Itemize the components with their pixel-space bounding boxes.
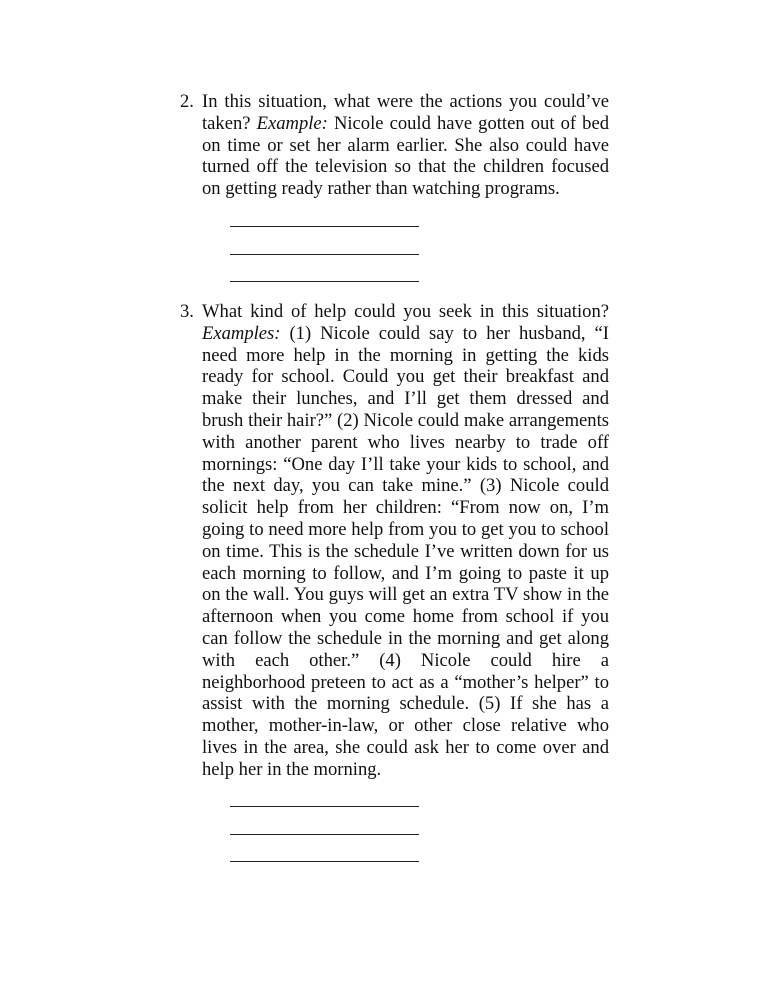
example-label: Example: — [256, 112, 328, 134]
answer-line[interactable] — [230, 254, 419, 255]
question-number: 2. — [180, 91, 194, 112]
example-text: (1) Nicole could say to her husband, “I need more help in the morning in getting the kids ready for school. Could you get their breakfast and make their lunches, and I’ll get them dressed and brush their hair?” (2) Nicole could make arrangements with another parent who lives nearby to trade off mornings: “One day I’ll take your kids to school, and the next day, you can take mine.” (3) Nicole could solicit help from her children: “From now on, I’m going to need more help from you to get you to school on time. This is the schedule I’ve written down for us each morning to follow, and I’m going to paste it up on the wall. You guys will get an extra TV show in the afternoon when you come home from school if you can follow the schedule in the morning and get along with each other.” (4) Nicole could hire a neighborhood preteen to act as a “mother’s helper” to assist with the morning schedule. (5) If she has a mother, mother-in-law, or other close relative who lives in the area, she could ask her to come over and help her in the morning. — [202, 322, 609, 780]
question-number: 3. — [180, 301, 194, 322]
question-3 — [180, 301, 610, 781]
answer-line[interactable] — [230, 281, 419, 282]
answer-line[interactable] — [230, 806, 419, 807]
question-text — [202, 301, 609, 781]
question-2 — [180, 91, 610, 200]
question-prompt: What kind of help could you seek in this situation? — [202, 301, 609, 322]
question-text — [202, 91, 609, 200]
example-text: Nicole could have gotten out of bed on time or set her alarm earlier. She also could have turned off the television so that the children focused on getting ready rather than watching programs. — [202, 112, 609, 200]
answer-line[interactable] — [230, 226, 419, 227]
answer-line[interactable] — [230, 834, 419, 835]
question-prompt: In this situation, what were the actions you could’ve taken? — [202, 91, 609, 134]
example-label: Examples: — [202, 322, 281, 344]
answer-line[interactable] — [230, 861, 419, 862]
